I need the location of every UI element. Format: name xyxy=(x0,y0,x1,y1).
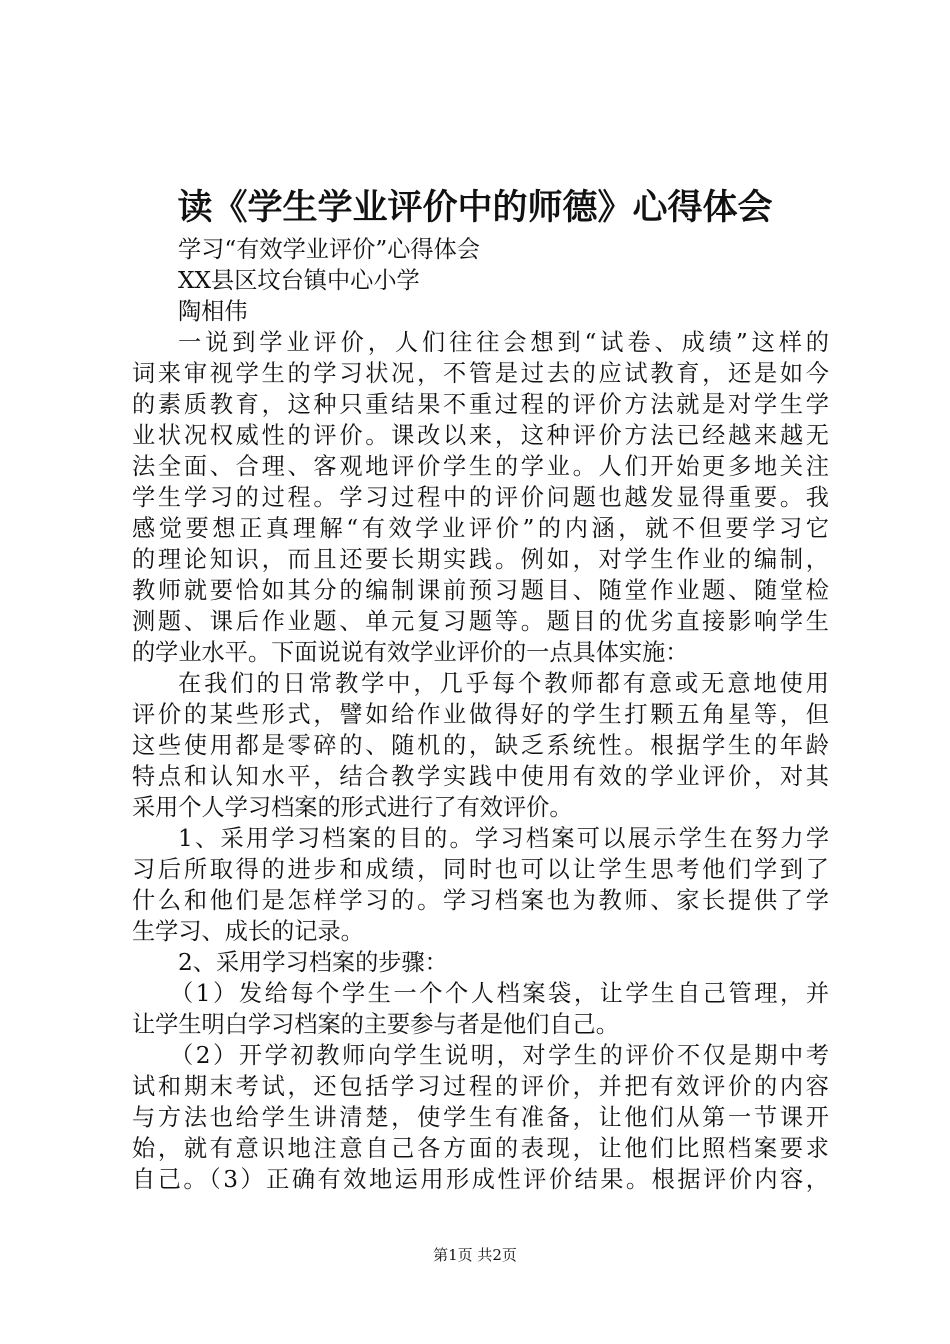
text-line: 教师就要恰如其分的编制课前预习题目、随堂作业题、随堂检 xyxy=(132,577,829,604)
text-line: 词来审视学生的学习状况，不管是过去的应试教育，还是如今 xyxy=(132,360,829,387)
page-footer: 第1页 共2页 xyxy=(433,1246,517,1264)
document-body xyxy=(132,234,829,1195)
text-line: （1）发给每个学生一个个人档案袋，让学生自己管理，并 xyxy=(170,980,829,1007)
text-line: （2）开学初教师向学生说明，对学生的评价不仅是期中考 xyxy=(170,1042,829,1069)
text-line: 什么和他们是怎样学习的。学习档案也为教师、家长提供了学 xyxy=(132,887,829,914)
school-name: XX县区坟台镇中心小学 xyxy=(178,267,420,294)
text-line: 业状况权威性的评价。课改以来，这种评价方法已经越来越无 xyxy=(132,422,829,449)
paragraph-step-2 xyxy=(132,1040,829,1195)
text-line: 始，就有意识地注意自己各方面的表现，让他们比照档案要求 xyxy=(132,1135,829,1162)
text-line: 在我们的日常教学中，几乎每个教师都有意或无意地使用 xyxy=(178,670,829,697)
text-line: 与方法也给学生讲清楚，使学生有准备，让他们从第一节课开 xyxy=(132,1104,829,1131)
text-line: 让学生明白学习档案的主要参与者是他们自己。 xyxy=(132,1011,619,1038)
text-line: 测题、课后作业题、单元复习题等。题目的优劣直接影响学生 xyxy=(132,608,829,635)
text-line: 评价的某些形式，譬如给作业做得好的学生打颗五角星等，但 xyxy=(132,701,829,728)
text-line: 法全面、合理、客观地评价学生的学业。人们开始更多地关注 xyxy=(132,453,829,480)
paragraph-steps-heading xyxy=(132,947,829,978)
paragraph-practice xyxy=(132,668,829,823)
text-line: 特点和认知水平，结合教学实践中使用有效的学业评价，对其 xyxy=(132,763,829,790)
text-line: 感觉要想正真理解“有效学业评价”的内涵，就不但要学习它 xyxy=(132,515,829,542)
text-line: 的学业水平。下面说说有效学业评价的一点具体实施： xyxy=(132,639,689,666)
text-line: 的理论知识，而且还要长期实践。例如，对学生作业的编制， xyxy=(132,546,829,573)
text-line: 习后所取得的进步和成绩，同时也可以让学生思考他们学到了 xyxy=(132,856,829,883)
text-line: 这些使用都是零碎的、随机的，缺乏系统性。根据学生的年龄 xyxy=(132,732,829,759)
text-line: 采用个人学习档案的形式进行了有效评价。 xyxy=(132,794,573,821)
author-name: 陶相伟 xyxy=(178,298,248,325)
text-line: 的素质教育，这种只重结果不重过程的评价方法就是对学生学 xyxy=(132,391,829,418)
paragraph-intro xyxy=(132,327,829,668)
text-line: 生学习、成长的记录。 xyxy=(132,918,364,945)
paragraph-purpose xyxy=(132,823,829,947)
subtitle: 学习“有效学业评价”心得体会 xyxy=(178,236,480,263)
text-line: 试和期末考试，还包括学习过程的评价，并把有效评价的内容 xyxy=(132,1073,829,1100)
text-line: 学生学习的过程。学习过程中的评价问题也越发显得重要。我 xyxy=(132,484,829,511)
document-title: 读《学生学业评价中的师德》心得体会 xyxy=(177,188,773,228)
text-line: 一说到学业评价，人们往往会想到“试卷、成绩”这样的 xyxy=(178,329,829,356)
text-line: 2、采用学习档案的步骤： xyxy=(178,949,448,976)
text-line: 1、采用学习档案的目的。学习档案可以展示学生在努力学 xyxy=(178,825,829,852)
paragraph-step-1 xyxy=(132,978,829,1040)
text-line: 自己。（3）正确有效地运用形成性评价结果。根据评价内容， xyxy=(132,1166,829,1193)
